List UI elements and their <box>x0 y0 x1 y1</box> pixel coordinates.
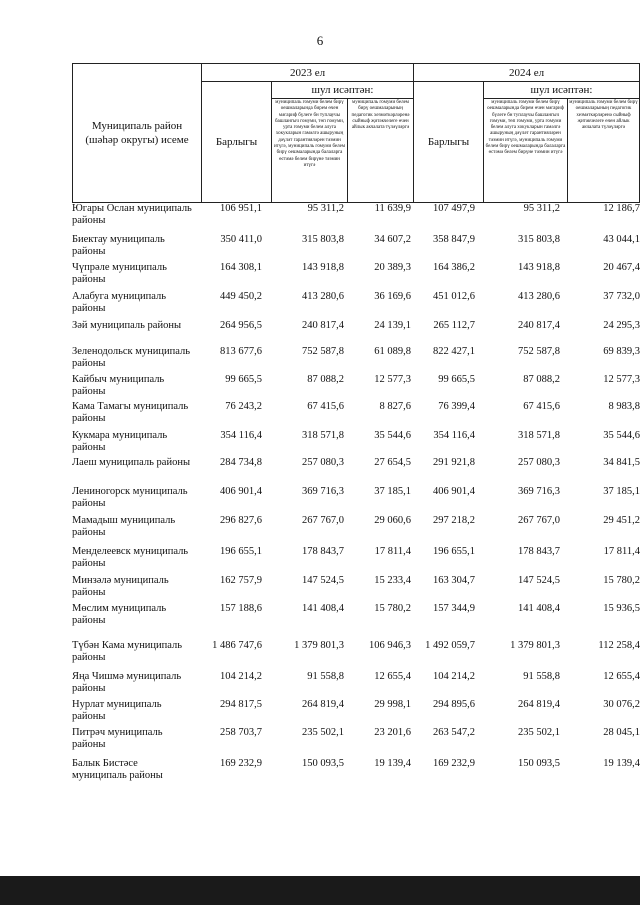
cell-total-2024: 358 847,9 <box>433 234 475 245</box>
of-which-2024-header: шул исәптән: <box>483 82 639 99</box>
cell-sub1-2024: 240 817,4 <box>518 320 560 331</box>
cell-sub1-2023: 87 088,2 <box>307 374 344 385</box>
cell-sub2-2023: 12 577,3 <box>374 374 411 385</box>
cell-total-2023: 106 951,1 <box>220 203 262 214</box>
cell-total-2023: 99 665,5 <box>225 374 262 385</box>
year-2024-header: 2024 ел <box>413 64 639 82</box>
cell-sub2-2023: 24 139,1 <box>374 320 411 331</box>
cell-sub1-2024: 1 379 801,3 <box>510 640 560 651</box>
row-region-name: Биектау муниципаль районы <box>72 234 165 257</box>
cell-total-2023: 813 677,6 <box>220 346 262 357</box>
cell-sub1-2024: 95 311,2 <box>523 203 560 214</box>
cell-sub2-2024: 69 839,3 <box>603 346 640 357</box>
cell-sub1-2024: 369 716,3 <box>518 486 560 497</box>
row-region-name: Яңа Чишмә муниципаль районы <box>72 671 182 694</box>
cell-total-2023: 1 486 747,6 <box>212 640 262 651</box>
cell-sub2-2024: 112 258,4 <box>598 640 640 651</box>
cell-sub2-2024: 20 467,4 <box>603 262 640 273</box>
cell-sub1-2024: 91 558,8 <box>523 671 560 682</box>
cell-total-2024: 157 344,9 <box>433 603 475 614</box>
cell-sub1-2024: 141 408,4 <box>518 603 560 614</box>
row-region-name: Лениногорск муниципаль районы <box>72 486 188 509</box>
cell-sub1-2023: 143 918,8 <box>302 262 344 273</box>
cell-sub2-2024: 29 451,2 <box>603 515 640 526</box>
cell-total-2024: 354 116,4 <box>433 430 475 441</box>
cell-sub2-2023: 15 780,2 <box>374 603 411 614</box>
cell-sub2-2023: 37 185,1 <box>374 486 411 497</box>
row-region-name: Түбән Кама муниципаль районы <box>72 640 183 663</box>
cell-total-2024: 76 399,4 <box>438 401 475 412</box>
cell-sub1-2023: 235 502,1 <box>302 727 344 738</box>
of-which-2023-header: шул исәптән: <box>271 82 413 99</box>
cell-total-2023: 104 214,2 <box>220 671 262 682</box>
cell-total-2023: 162 757,9 <box>220 575 262 586</box>
row-region-name: Зәй муниципаль районы <box>72 320 182 331</box>
cell-sub1-2023: 1 379 801,3 <box>294 640 344 651</box>
row-region-name: Питрәч муниципаль районы <box>72 727 163 750</box>
cell-sub2-2024: 37 185,1 <box>603 486 640 497</box>
year-2023-header: 2023 ел <box>201 64 413 82</box>
cell-sub1-2023: 240 817,4 <box>302 320 344 331</box>
cell-sub2-2023: 19 139,4 <box>374 758 411 769</box>
cell-total-2024: 822 427,1 <box>433 346 475 357</box>
cell-sub2-2024: 28 045,1 <box>603 727 640 738</box>
cell-sub1-2023: 150 093,5 <box>302 758 344 769</box>
cell-total-2024: 451 012,6 <box>433 291 475 302</box>
cell-sub1-2023: 264 819,4 <box>302 699 344 710</box>
cell-sub1-2024: 413 280,6 <box>518 291 560 302</box>
cell-total-2023: 294 817,5 <box>220 699 262 710</box>
row-region-name: Балык Бистәсе муниципаль районы <box>72 758 163 781</box>
cell-sub2-2023: 106 946,3 <box>369 640 411 651</box>
cell-sub1-2024: 257 080,3 <box>518 457 560 468</box>
cell-sub2-2024: 37 732,0 <box>603 291 640 302</box>
cell-total-2024: 406 901,4 <box>433 486 475 497</box>
row-region-name: Чүпрәле муниципаль районы <box>72 262 167 285</box>
cell-total-2023: 169 232,9 <box>220 758 262 769</box>
page-number: 6 <box>316 33 324 48</box>
row-region-name: Алабуга муниципаль районы <box>72 291 167 314</box>
cell-total-2023: 406 901,4 <box>220 486 262 497</box>
cell-sub1-2023: 95 311,2 <box>307 203 344 214</box>
cell-sub2-2024: 35 544,6 <box>603 430 640 441</box>
sub2-2024-header: муниципаль гомуми белем бирү оешмаларының педагогик хезмәткәрләренә сыйныф җитәкчелеге өчен айлык акчалата түләүләргә <box>567 99 639 202</box>
cell-sub1-2023: 413 280,6 <box>302 291 344 302</box>
cell-sub1-2024: 264 819,4 <box>518 699 560 710</box>
region-column-header: Муниципаль район (шәһәр округы) исеме <box>85 120 189 146</box>
cell-sub1-2023: 267 767,0 <box>302 515 344 526</box>
cell-sub1-2023: 318 571,8 <box>302 430 344 441</box>
cell-total-2023: 258 703,7 <box>220 727 262 738</box>
cell-sub1-2023: 178 843,7 <box>302 546 344 557</box>
total-2024-header: Барлыгы <box>413 82 483 202</box>
cell-sub1-2024: 315 803,8 <box>518 234 560 245</box>
row-region-name: Зеленодольск муниципаль районы <box>72 346 191 369</box>
cell-total-2023: 449 450,2 <box>220 291 262 302</box>
cell-total-2023: 196 655,1 <box>220 546 262 557</box>
cell-sub2-2023: 23 201,6 <box>374 727 411 738</box>
cell-sub1-2024: 178 843,7 <box>518 546 560 557</box>
cell-sub2-2023: 17 811,4 <box>374 546 411 557</box>
cell-sub1-2024: 752 587,8 <box>518 346 560 357</box>
cell-sub2-2023: 15 233,4 <box>374 575 411 586</box>
cell-sub1-2023: 257 080,3 <box>302 457 344 468</box>
cell-sub2-2023: 8 827,6 <box>379 401 411 412</box>
scan-bottom-edge <box>0 876 640 905</box>
cell-total-2024: 294 895,6 <box>433 699 475 710</box>
row-region-name: Югары Ослан муниципаль районы <box>72 203 192 226</box>
cell-total-2024: 1 492 059,7 <box>425 640 475 651</box>
cell-total-2024: 104 214,2 <box>433 671 475 682</box>
sub1-2024-header: муниципаль гомуми белем бирү оешмаларында бирем өчен мәгариф бүлеге бн туплаучы башлангыч гомуми, төп гомуми, урта гомуми белем алуга хокукларын гамәлгә ашыруның дәүләт гарантияләрен тәэмин итүгә, муниципаль гомуми белем бирү оешмаларында балаларга өстәмә белем бирүне тәэмин итүгә <box>483 99 567 202</box>
cell-sub1-2023: 369 716,3 <box>302 486 344 497</box>
cell-sub1-2024: 150 093,5 <box>518 758 560 769</box>
sub1-2023-header: муниципаль гомуми белем бирү оешмаларында бирем өчен мәгариф бүлеге бн туплаучы башлангыч гомуми, төп гомуми, урта гомуми белем алуга хокукларын гамәлгә ашыруның дәүләт гарантияләрен тәэмин итүгә, муниципаль гомуми белем бирү оешмаларында балаларга өстәмә белем бирүне тәэмин итүгә <box>271 99 347 202</box>
cell-sub2-2024: 12 655,4 <box>603 671 640 682</box>
cell-total-2023: 284 734,8 <box>220 457 262 468</box>
total-2023-header: Барлыгы <box>201 82 271 202</box>
row-region-name: Нурлат муниципаль районы <box>72 699 162 722</box>
row-region-name: Кукмара муниципаль районы <box>72 430 168 453</box>
cell-sub2-2023: 35 544,6 <box>374 430 411 441</box>
cell-total-2024: 164 386,2 <box>433 262 475 273</box>
cell-sub1-2023: 141 408,4 <box>302 603 344 614</box>
cell-sub1-2024: 87 088,2 <box>523 374 560 385</box>
cell-sub1-2024: 267 767,0 <box>518 515 560 526</box>
cell-sub2-2024: 12 186,7 <box>603 203 640 214</box>
cell-total-2023: 164 308,1 <box>220 262 262 273</box>
row-region-name: Лаеш муниципаль районы <box>72 457 191 468</box>
cell-sub2-2023: 29 998,1 <box>374 699 411 710</box>
cell-sub2-2024: 15 780,2 <box>603 575 640 586</box>
cell-sub2-2024: 19 139,4 <box>603 758 640 769</box>
cell-total-2023: 76 243,2 <box>225 401 262 412</box>
cell-sub2-2023: 36 169,6 <box>374 291 411 302</box>
row-region-name: Мөслим муниципаль районы <box>72 603 167 626</box>
table-header <box>72 63 640 203</box>
cell-total-2024: 169 232,9 <box>433 758 475 769</box>
cell-sub2-2024: 17 811,4 <box>603 546 640 557</box>
cell-sub2-2024: 12 577,3 <box>603 374 640 385</box>
cell-total-2024: 291 921,8 <box>433 457 475 468</box>
cell-sub1-2024: 147 524,5 <box>518 575 560 586</box>
cell-sub1-2023: 91 558,8 <box>307 671 344 682</box>
cell-sub2-2023: 11 639,9 <box>374 203 411 214</box>
cell-sub1-2023: 315 803,8 <box>302 234 344 245</box>
cell-sub1-2024: 235 502,1 <box>518 727 560 738</box>
cell-total-2023: 264 956,5 <box>220 320 262 331</box>
cell-sub2-2024: 34 841,5 <box>603 457 640 468</box>
cell-sub2-2023: 27 654,5 <box>374 457 411 468</box>
cell-sub2-2023: 61 089,8 <box>374 346 411 357</box>
sub2-2023-header: муниципаль гомуми белем бирү оешмаларының педагогик хезмәткәрләренә сыйныф җитәкчелеге өчен айлык акчалата түләүләргә <box>347 99 413 202</box>
cell-sub1-2023: 752 587,8 <box>302 346 344 357</box>
cell-total-2023: 157 188,6 <box>220 603 262 614</box>
cell-sub2-2023: 34 607,2 <box>374 234 411 245</box>
cell-sub2-2023: 29 060,6 <box>374 515 411 526</box>
cell-sub1-2024: 318 571,8 <box>518 430 560 441</box>
cell-sub2-2024: 8 983,8 <box>608 401 640 412</box>
cell-total-2023: 296 827,6 <box>220 515 262 526</box>
cell-total-2024: 107 497,9 <box>433 203 475 214</box>
row-region-name: Кайбыч муниципаль районы <box>72 374 165 397</box>
cell-total-2024: 263 547,2 <box>433 727 475 738</box>
cell-sub2-2024: 30 076,2 <box>603 699 640 710</box>
cell-sub2-2024: 43 044,1 <box>603 234 640 245</box>
cell-total-2024: 99 665,5 <box>438 374 475 385</box>
cell-total-2024: 196 655,1 <box>433 546 475 557</box>
cell-sub2-2023: 20 389,3 <box>374 262 411 273</box>
cell-total-2023: 350 411,0 <box>220 234 262 245</box>
cell-sub2-2024: 15 936,5 <box>603 603 640 614</box>
row-region-name: Минзәлә муниципаль районы <box>72 575 169 598</box>
cell-sub1-2023: 67 415,6 <box>307 401 344 412</box>
cell-total-2024: 297 218,2 <box>433 515 475 526</box>
row-region-name: Кама Тамагы муниципаль районы <box>72 401 189 424</box>
cell-sub2-2023: 12 655,4 <box>374 671 411 682</box>
cell-sub1-2023: 147 524,5 <box>302 575 344 586</box>
cell-total-2024: 163 304,7 <box>433 575 475 586</box>
cell-sub2-2024: 24 295,3 <box>603 320 640 331</box>
row-region-name: Мамадыш муниципаль районы <box>72 515 176 538</box>
cell-total-2023: 354 116,4 <box>220 430 262 441</box>
cell-sub1-2024: 143 918,8 <box>518 262 560 273</box>
row-region-name: Менделеевск муниципаль районы <box>72 546 189 569</box>
cell-total-2024: 265 112,7 <box>433 320 475 331</box>
cell-sub1-2024: 67 415,6 <box>523 401 560 412</box>
